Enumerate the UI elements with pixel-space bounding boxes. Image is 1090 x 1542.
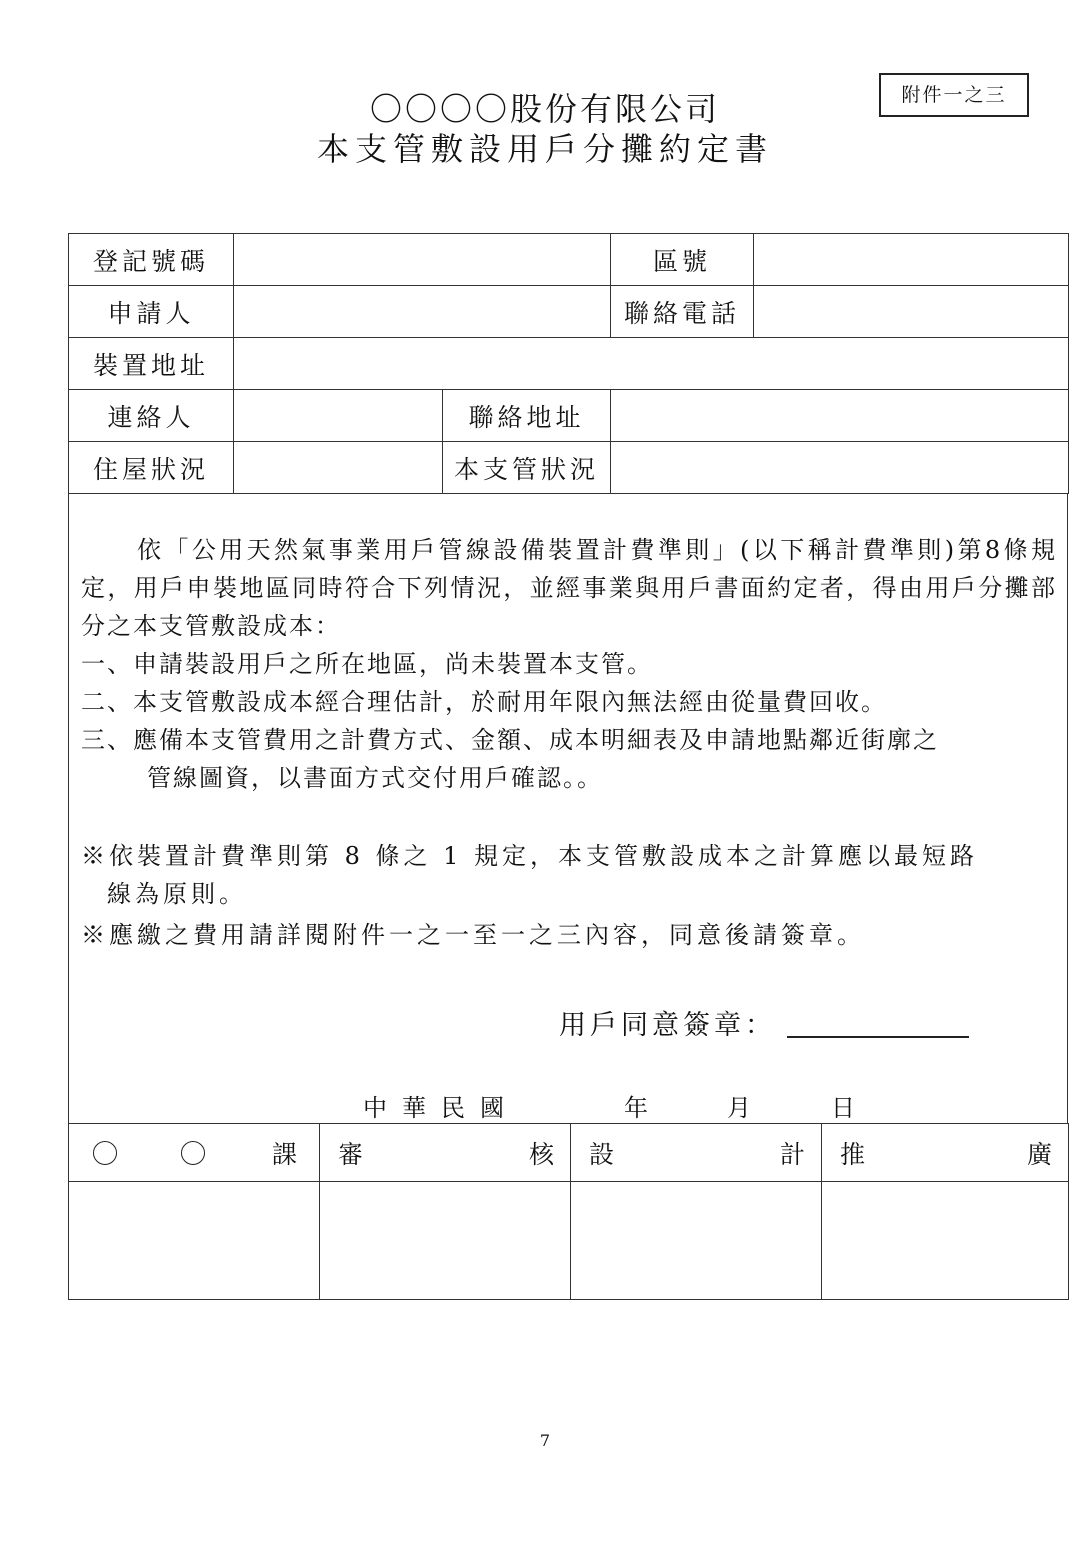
section-signature-cell[interactable] xyxy=(69,1182,320,1300)
review-label-b: 核 xyxy=(528,1139,554,1169)
review-header xyxy=(320,1124,571,1182)
table-row xyxy=(69,234,1069,286)
condition-item-2: 二、本支管敷設成本經合理估計，於耐用年限內無法經由從量費回收。 xyxy=(81,688,887,716)
note-shortest-route-continued: 線為原則。 xyxy=(107,880,247,908)
approval-table xyxy=(68,1123,1069,1300)
design-label-a: 設 xyxy=(589,1139,615,1169)
applicant-info-table xyxy=(68,233,1069,494)
applicant-field[interactable] xyxy=(234,286,611,338)
signature-line[interactable] xyxy=(787,1036,969,1038)
table-row xyxy=(69,338,1069,390)
review-label-a: 審 xyxy=(338,1139,364,1169)
registration-no-field[interactable] xyxy=(234,234,611,286)
registration-no-label: 登記號碼 xyxy=(69,234,234,286)
table-row xyxy=(69,442,1069,494)
user-signature-label: 用戶同意簽章： xyxy=(559,1010,776,1041)
install-address-label: 裝置地址 xyxy=(69,338,234,390)
attachment-label: 附件一之三 xyxy=(879,73,1029,117)
zone-no-field[interactable] xyxy=(754,234,1069,286)
branch-pipe-status-field[interactable] xyxy=(611,442,1069,494)
date-era: 中華民國 xyxy=(363,1094,519,1122)
note-fees: ※應繳之費用請詳閱附件一之一至一之三內容，同意後請簽章。 xyxy=(81,921,865,949)
condition-item-1: 一、申請裝設用戶之所在地區，尚未裝置本支管。 xyxy=(81,650,653,678)
note-shortest-route: ※依裝置計費準則第 8 條之 1 規定，本支管敷設成本之計算應以最短路 xyxy=(81,842,979,870)
date-year: 年 xyxy=(624,1094,648,1122)
agreement-body xyxy=(68,493,1068,1123)
promotion-signature-cell[interactable] xyxy=(822,1182,1069,1300)
company-name: 〇〇〇〇股份有限公司 xyxy=(369,90,720,128)
page-number: 7 xyxy=(539,1431,551,1450)
contact-phone-field[interactable] xyxy=(754,286,1069,338)
circle-placeholder-icon xyxy=(181,1141,205,1165)
section-label: 課 xyxy=(271,1139,297,1169)
branch-pipe-status-label: 本支管狀況 xyxy=(443,442,611,494)
contact-address-field[interactable] xyxy=(611,390,1069,442)
housing-status-label: 住屋狀況 xyxy=(69,442,234,494)
table-row xyxy=(69,1182,1069,1300)
table-row xyxy=(69,1124,1069,1182)
install-address-field[interactable] xyxy=(234,338,1069,390)
condition-item-3-continued: 管線圖資，以書面方式交付用戶確認。。 xyxy=(147,764,603,792)
contact-person-field[interactable] xyxy=(234,390,443,442)
applicant-label: 申請人 xyxy=(69,286,234,338)
promotion-label-b: 廣 xyxy=(1026,1139,1052,1169)
date-month: 月 xyxy=(727,1094,751,1122)
section-header xyxy=(69,1124,320,1182)
promotion-header xyxy=(822,1124,1069,1182)
document-title: 本支管敷設用戶分攤約定書 xyxy=(316,130,773,168)
table-row xyxy=(69,390,1069,442)
circle-placeholder-icon xyxy=(93,1141,117,1165)
agreement-paragraph: 依「公用天然氣事業用戶管線設備裝置計費準則」(以下稱計費準則)第8條規定，用戶申裝地區同時符合下列情況，並經事業與用戶書面約定者，得由用戶分攤部分之本支管敷設成本： xyxy=(81,536,1057,640)
zone-no-label: 區號 xyxy=(611,234,754,286)
table-row xyxy=(69,286,1069,338)
contact-person-label: 連絡人 xyxy=(69,390,234,442)
review-signature-cell[interactable] xyxy=(320,1182,571,1300)
contact-phone-label: 聯絡電話 xyxy=(611,286,754,338)
design-label-b: 計 xyxy=(779,1139,805,1169)
date-day: 日 xyxy=(831,1094,855,1122)
design-signature-cell[interactable] xyxy=(571,1182,822,1300)
contact-address-label: 聯絡地址 xyxy=(443,390,611,442)
housing-status-field[interactable] xyxy=(234,442,443,494)
promotion-label-a: 推 xyxy=(840,1139,866,1169)
design-header xyxy=(571,1124,822,1182)
condition-item-3: 三、應備本支管費用之計費方式、金額、成本明細表及申請地點鄰近街廓之 xyxy=(81,726,939,754)
